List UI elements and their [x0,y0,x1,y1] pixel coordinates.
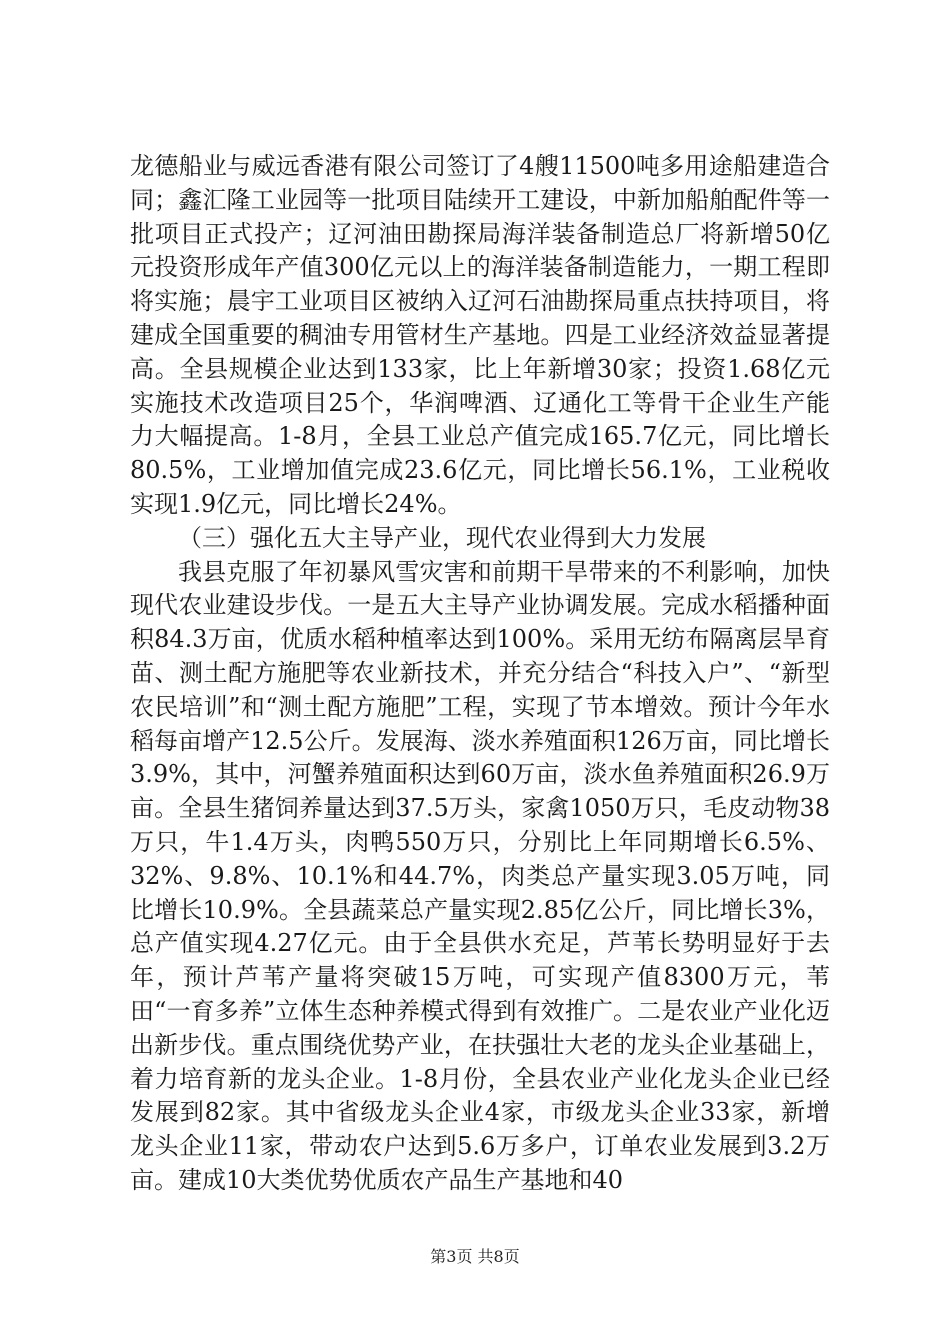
paragraph-agriculture: 我县克服了年初暴风雪灾害和前期干旱带来的不利影响，加快现代农业建设步伐。一是五大主导产业协调发展。完成水稻播种面积84.3万亩，优质水稻种植率达到100%。采用无纺布隔离层旱育苗、测土配方施肥等农业新技术，并充分结合“科技入户”、“新型农民培训”和“测土配方施肥”工程，实现了节本增效。预计今年水稻每亩增产12.5公斤。发展海、淡水养殖面积126万亩，同比增长3.9%，其中，河蟹养殖面积达到60万亩，淡水鱼养殖面积26.9万亩。全县生猪饲养量达到37.5万头，家禽1050万只，毛皮动物38万只，牛1.4万头，肉鸭550万只，分别比上年同期增长6.5%、32%、9.8%、10.1%和44.7%，肉类总产量实现3.05万吨，同比增长10.9%。全县蔬菜总产量实现2.85亿公斤，同比增长3%，总产值实现4.27亿元。由于全县供水充足，芦苇长势明显好于去年，预计芦苇产量将突破15万吨，可实现产值8300万元，苇田“一育多养”立体生态种养模式得到有效推广。二是农业产业化迈出新步伐。重点围绕优势产业，在扶强壮大老的龙头企业基础上，着力培育新的龙头企业。1-8月份，全县农业产业化龙头企业已经发展到82家。其中省级龙头企业4家，市级龙头企业33家，新增龙头企业11家，带动农户达到5.6万多户，订单农业发展到3.2万亩。建成10大类优势优质农产品生产基地和40 [130,557,830,1194]
document-body [130,150,830,1198]
page-footer: 第3页 共8页 [430,1247,520,1266]
paragraph-industry: 龙德船业与威远香港有限公司签订了4艘11500吨多用途船建造合同；鑫汇隆工业园等一批项目陆续开工建设，中新加船舶配件等一批项目正式投产；辽河油田勘探局海洋装备制造总厂将新增50亿元投资形成年产值300亿元以上的海洋装备制造能力，一期工程即将实施；晨宇工业项目区被纳入辽河石油勘探局重点扶持项目，将建成全国重要的稠油专用管材生产基地。四是工业经济效益显著提高。全县规模企业达到133家，比上年新增30家；投资1.68亿元实施技术改造项目25个，华润啤酒、辽通化工等骨干企业生产能力大幅提高。1-8月，全县工业总产值完成165.7亿元，同比增长80.5%，工业增加值完成23.6亿元，同比增长56.1%，工业税收实现1.9亿元，同比增长24%。 [130,152,830,518]
section-heading-agriculture: （三）强化五大主导产业，现代农业得到大力发展 [178,523,706,552]
